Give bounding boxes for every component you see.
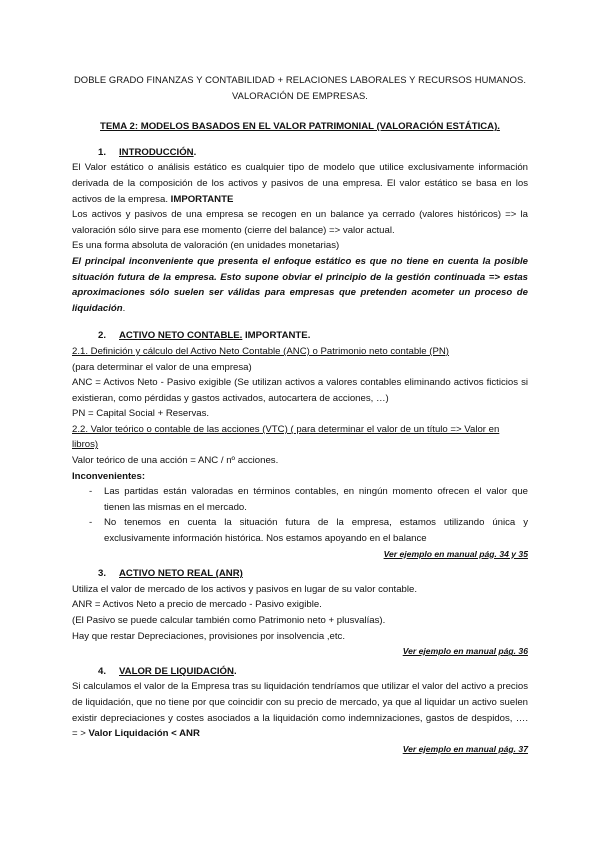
liquidation-formula: Valor Liquidación < ANR xyxy=(88,728,200,740)
section-4-paragraph-1 xyxy=(72,679,528,741)
section-4-title: VALOR DE LIQUIDACIÓN xyxy=(119,665,234,677)
section-4-paragraph-1-text: Si calculamos el valor de la Empresa tras su liquidación tendríamos que utilizar el valor del activo a precios de liquidación, que no tiene por que coincidir con su precio de mercado, ya que al liquidar un activo suelen existir depreciaciones y costes asociados a la liquidación como indemnizaciones, gastos de despidos, …. = > xyxy=(72,681,528,740)
manual-reference-4: Ver ejemplo en manual pág. 37 xyxy=(402,743,528,754)
manual-reference-3: Ver ejemplo en manual pág. 36 xyxy=(402,646,528,657)
section-3-line-4: Hay que restar Depreciaciones, provisiones por insolvencia ,etc. xyxy=(72,630,346,642)
subsection-2-2-heading: 2.2. Valor teórico o contable de las acciones (VTC) ( para determinar el valor de un título => Valor en libros) xyxy=(72,423,500,451)
section-2-line-3: PN = Capital Social + Reservas. xyxy=(72,408,210,420)
section-1-title: INTRODUCCIÓN xyxy=(119,146,194,158)
course-header-line-1: DOBLE GRADO FINANZAS Y CONTABILIDAD + RELACIONES LABORALES Y RECURSOS HUMANOS. xyxy=(73,74,527,85)
list-item-text: Las partidas están valoradas en términos contables, en ningún momento ofrecen el valor que tienen las mismas en el mercado. xyxy=(104,486,528,513)
manual-reference-2: Ver ejemplo en manual pág. 34 y 35 xyxy=(383,548,528,559)
section-1-paragraph-4-tail: . xyxy=(122,302,126,314)
section-4-title-tail: . xyxy=(233,665,237,677)
important-label: IMPORTANTE xyxy=(170,193,234,205)
dash-marker: - xyxy=(89,486,93,498)
section-3-line-3: (El Pasivo se puede calcular también como Patrimonio neto + plusvalías). xyxy=(72,615,386,626)
section-3-heading xyxy=(72,566,528,582)
course-header xyxy=(72,72,528,103)
section-2-line-2: ANC = Activos Neto - Pasivo exigible (Se utilizan activos a valores contables eliminando activos ficticios si existieran, como pérdidas y gastos activados, autocartera de acciones, …) xyxy=(72,377,528,404)
section-1-paragraph-3: Es una forma absoluta de valoración (en unidades monetarias) xyxy=(72,240,340,252)
section-2-title: ACTIVO NETO CONTABLE. xyxy=(119,330,243,342)
section-2-line-4: Valor teórico de una acción = ANC / nº acciones. xyxy=(72,455,279,467)
section-3-line-1: Utiliza el valor de mercado de los activos y pasivos en lugar de su valor contable. xyxy=(72,583,418,595)
section-1-paragraph-4-italic: El principal inconveniente que presenta el enfoque estático es que no tiene en cuenta la posible situación futura de la empresa. Esto supone obviar el principio de la gestión continuada => estas aproximaciones sólo suelen ser válidas para empresas que pretenden acometer un proceso de liquidación xyxy=(72,255,528,314)
section-4-heading xyxy=(72,664,528,680)
section-1-number: 1. xyxy=(98,146,107,158)
document-page xyxy=(72,72,528,757)
section-1-paragraph-1-text: El Valor estático o análisis estático es cualquier tipo de modelo que utilice exclusivamente información derivada de la composición de los activos y pasivos de una empresa. El valor estático se basa en los activos de la empresa. xyxy=(72,162,528,205)
course-header-line-2: VALORACIÓN DE EMPRESAS. xyxy=(231,89,368,101)
list-item xyxy=(72,515,528,546)
inconvenientes-list xyxy=(72,484,528,546)
section-1-title-tail: . xyxy=(193,146,197,158)
section-1-paragraph-2: Los activos y pasivos de una empresa se recogen en un balance ya cerrado (valores históricos) => la valoración sólo sirve para ese momento (cierre del balance) => valor actual. xyxy=(72,209,528,236)
section-2-title-bold: IMPORTANTE. xyxy=(242,330,311,342)
list-item-text: No tenemos en cuenta la situación futura de la empresa, estamos utilizando única y exclusivamente información histórica. Nos estamos apoyando en el balance xyxy=(104,517,528,545)
section-1-paragraph-4 xyxy=(72,254,528,316)
section-2-number: 2. xyxy=(98,330,107,342)
section-1-paragraph-1 xyxy=(72,160,528,207)
inconvenientes-label: Inconvenientes: xyxy=(72,470,146,482)
section-4-number: 4. xyxy=(98,665,107,677)
section-1-heading xyxy=(72,145,528,161)
section-3-line-2: ANR = Activos Neto a precio de mercado - Pasivo exigible. xyxy=(72,599,322,611)
dash-marker: - xyxy=(89,517,93,529)
section-3-number: 3. xyxy=(98,568,107,580)
list-item xyxy=(72,484,528,515)
section-2-heading xyxy=(72,328,528,344)
section-3-title: ACTIVO NETO REAL (ANR) xyxy=(119,568,243,580)
section-2-line-1: (para determinar el valor de una empresa) xyxy=(72,361,252,373)
topic-title: TEMA 2: MODELOS BASADOS EN EL VALOR PATRIMONIAL (VALORACIÓN ESTÁTICA). xyxy=(100,121,500,133)
subsection-2-1-heading: 2.1. Definición y cálculo del Activo Neto Contable (ANC) o Patrimonio neto contable (PN) xyxy=(72,345,450,357)
